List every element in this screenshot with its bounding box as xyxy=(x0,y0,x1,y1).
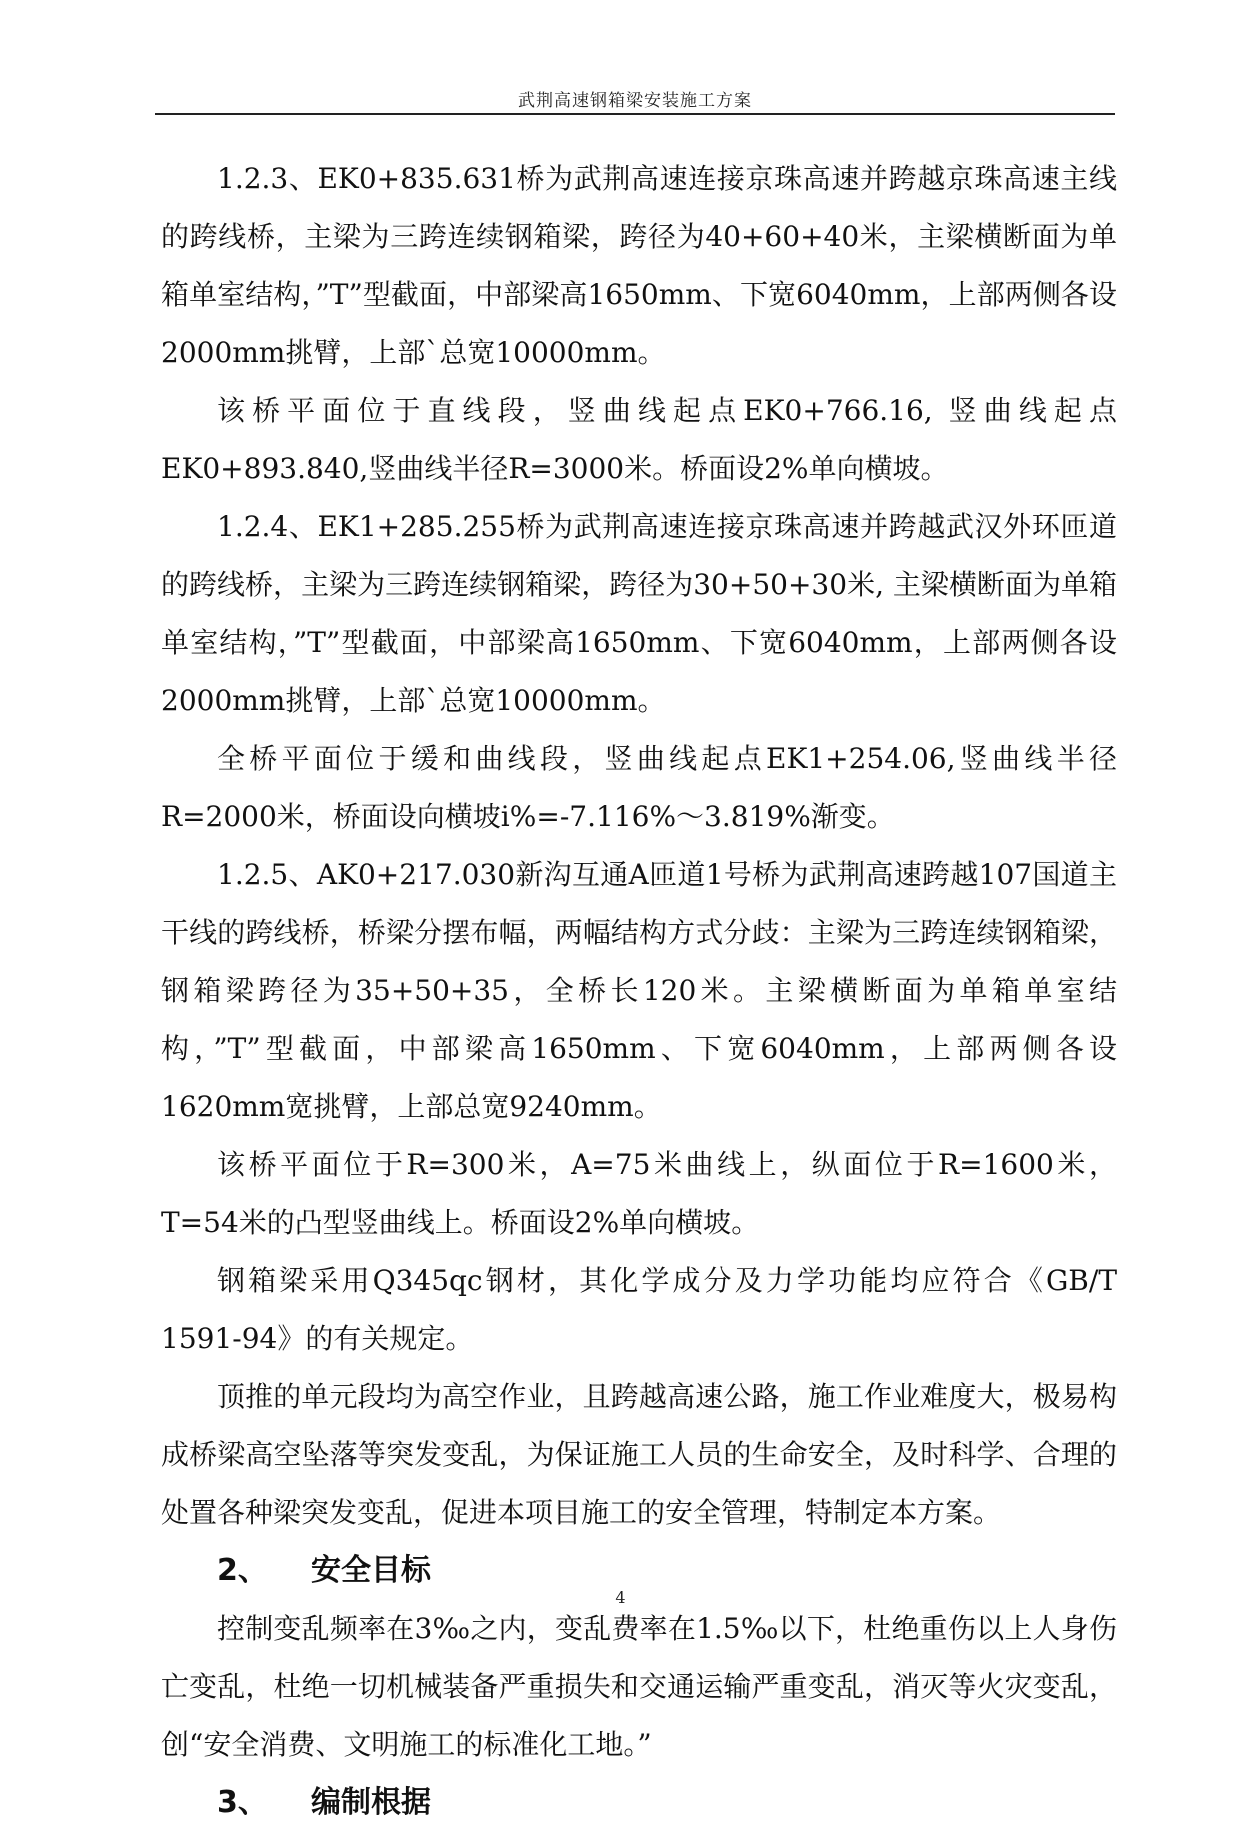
document-body xyxy=(161,150,1117,1832)
paragraph-bridge-1-2-3-alignment: 该桥平面位于直线段，竖曲线起点EK0+766.16, 竖曲线起点EK0+893.840,竖曲线半径R=3000米。桥面设2%单向横坡。 xyxy=(161,394,1117,485)
paragraph-safety-goals: 控制变乱频率在3‰之内，变乱费率在1.5‰以下，杜绝重伤以上人身伤亡变乱，杜绝一切机械装备严重损失和交通运输严重变乱，消灭等火灾变乱，创“安全消费、文明施工的标准化工地。” xyxy=(161,1612,1117,1761)
paragraph-steel-material: 钢箱梁采用Q345qc钢材，其化学成分及力学功能均应符合《GB/T 1591-94》的有关规定。 xyxy=(161,1264,1117,1355)
paragraph-purpose: 顶推的单元段均为高空作业，且跨越高速公路，施工作业难度大，极易构成桥梁高空坠落等突发变乱，为保证施工人员的生命安全，及时科学、合理的处置各种梁突发变乱，促进本项目施工的安全管理，特制定本方案。 xyxy=(161,1380,1117,1529)
paragraph-bridge-1-2-5: 1.2.5、AK0+217.030新沟互通A匝道1号桥为武荆高速跨越107国道主干线的跨线桥，桥梁分摆布幅，两幅结构方式分歧：主梁为三跨连续钢箱梁，钢箱梁跨径为35+50+35，全桥长120米。主梁横断面为单箱单室结构，”T”型截面，中部梁高1650mm、下宽6040mm，上部两侧各设1620mm宽挑臂，上部总宽9240mm。 xyxy=(161,858,1117,1123)
paragraph-bridge-1-2-4: 1.2.4、EK1+285.255桥为武荆高速连接京珠高速并跨越武汉外环匝道的跨线桥，主梁为三跨连续钢箱梁，跨径为30+50+30米, 主梁横断面为单箱单室结构，”T”型截面，中部梁高1650mm、下宽6040mm，上部两侧各设2000mm挑臂，上部`总宽10000mm。 xyxy=(161,510,1117,717)
section-title: 编制根据 xyxy=(311,1785,431,1820)
header-divider xyxy=(155,113,1115,115)
section-heading-basis xyxy=(161,1774,1117,1832)
paragraph-bridge-1-2-5-alignment: 该桥平面位于R=300米，A=75米曲线上，纵面位于R=1600米，T=54米的凸型竖曲线上。桥面设2%单向横坡。 xyxy=(161,1148,1117,1239)
section-number: 2、 xyxy=(217,1553,268,1588)
paragraph-bridge-1-2-4-alignment: 全桥平面位于缓和曲线段，竖曲线起点EK1+254.06,竖曲线半径R=2000米，桥面设向横坡i%=-7.116%～3.819%渐变。 xyxy=(161,742,1117,833)
page-header-title: 武荆高速钢箱梁安装施工方案 xyxy=(518,91,752,111)
paragraph-bridge-1-2-3: 1.2.3、EK0+835.631桥为武荆高速连接京珠高速并跨越京珠高速主线的跨线桥，主梁为三跨连续钢箱梁，跨径为40+60+40米，主梁横断面为单箱单室结构，”T”型截面，中部梁高1650mm、下宽6040mm，上部两侧各设2000mm挑臂，上部`总宽10000mm。 xyxy=(161,162,1117,369)
page-number: 4 xyxy=(615,1588,626,1607)
section-number: 3、 xyxy=(217,1785,268,1820)
section-title: 安全目标 xyxy=(311,1553,431,1588)
